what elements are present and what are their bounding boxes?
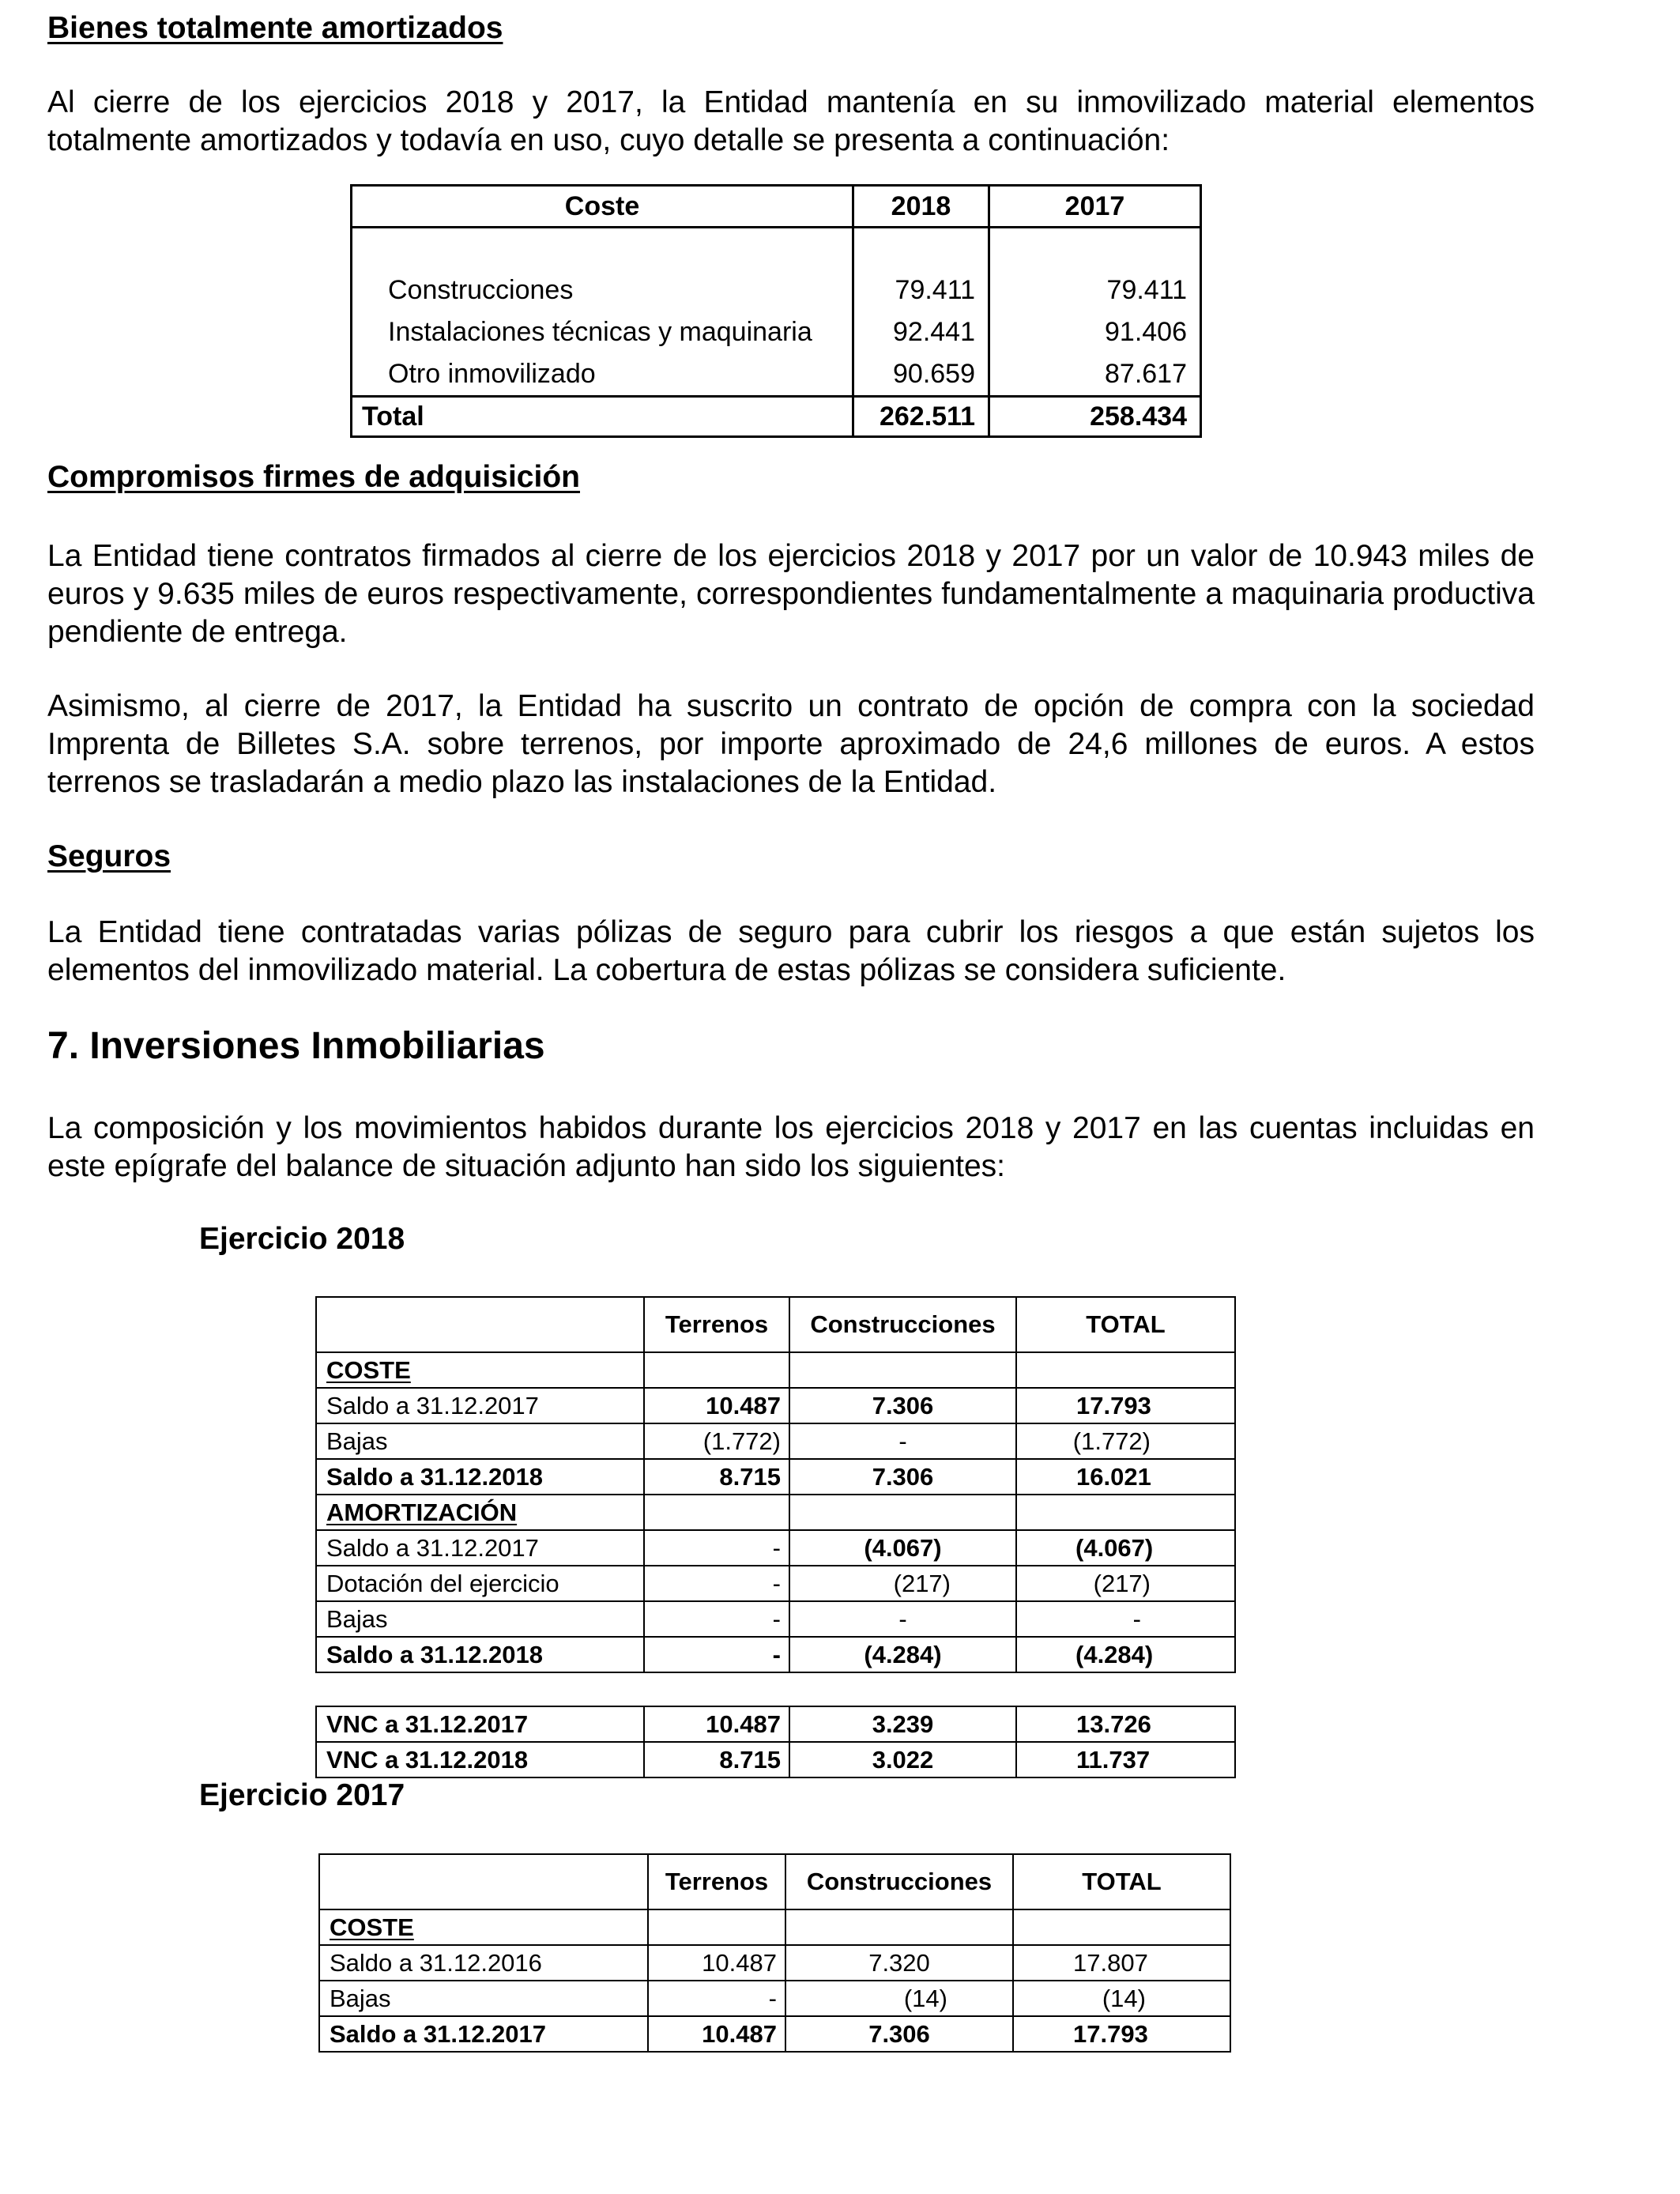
cell-construcciones: 7.306: [785, 2016, 1013, 2052]
cell-2017: 79.411: [989, 270, 1201, 311]
table-row: [316, 1459, 1235, 1495]
seguros-text: La Entidad tiene contratadas varias pólizas de seguro para cubrir los riesgos a que están sujetos los elementos del inmovilizado material. La cobertura de estas pólizas se considera suficiente.: [47, 915, 1535, 987]
compromisos-paragraph-2: [47, 688, 1535, 801]
table-row: [316, 1566, 1235, 1601]
cell-terrenos: -: [648, 1981, 785, 2016]
cell-terrenos: -: [644, 1601, 789, 1637]
cell-total: 17.807: [1013, 1945, 1230, 1981]
cell-construcciones: 3.022: [789, 1742, 1016, 1777]
row-label: Saldo a 31.12.2017: [316, 1530, 644, 1566]
header-row: [319, 1854, 1230, 1909]
cell-2018: 79.411: [853, 270, 989, 311]
cell-total: 17.793: [1016, 1388, 1235, 1423]
cell-total: 16.021: [1016, 1459, 1235, 1495]
total-row: [352, 397, 1201, 437]
cell-terrenos: -: [644, 1637, 789, 1672]
cell-terrenos: 10.487: [648, 2016, 785, 2052]
seguros-heading: Seguros: [47, 839, 171, 873]
cell-terrenos: 10.487: [644, 1388, 789, 1423]
table-row: [316, 1601, 1235, 1637]
cell-construcciones: -: [789, 1423, 1016, 1459]
cell-construcciones: (217): [789, 1566, 1016, 1601]
cell-2017: 91.406: [989, 311, 1201, 353]
row-label: VNC a 31.12.2017: [316, 1706, 644, 1742]
compromisos-paragraph-1: [47, 537, 1535, 651]
header-2017: 2017: [989, 186, 1201, 228]
amortizados-header-row: [352, 186, 1201, 228]
coste-section-row: [319, 1909, 1230, 1945]
coste-label: COSTE: [316, 1352, 644, 1388]
cell-total: 13.726: [1016, 1706, 1235, 1742]
cell-terrenos: 8.715: [644, 1459, 789, 1495]
coste-label: COSTE: [319, 1909, 648, 1945]
header-construcciones: Construcciones: [789, 1297, 1016, 1352]
row-label: Saldo a 31.12.2018: [316, 1459, 644, 1495]
header-terrenos: Terrenos: [644, 1297, 789, 1352]
header-construcciones: Construcciones: [785, 1854, 1013, 1909]
coste-section-row: [316, 1352, 1235, 1388]
cell-construcciones: 7.306: [789, 1459, 1016, 1495]
row-label: Bajas: [316, 1601, 644, 1637]
row-label: Saldo a 31.12.2018: [316, 1637, 644, 1672]
cell-terrenos: -: [644, 1530, 789, 1566]
bienes-text: Al cierre de los ejercicios 2018 y 2017, la Entidad mantenía en su inmovilizado material elementos totalmente amortizados y todavía en uso, cuyo detalle se presenta a continuación:: [47, 85, 1535, 157]
table-row: [316, 1423, 1235, 1459]
ejercicio-2017-title: Ejercicio 2017: [199, 1778, 405, 1812]
cell-terrenos: 10.487: [644, 1706, 789, 1742]
amortizacion-label: AMORTIZACIÓN: [316, 1495, 644, 1530]
cell-2018: 90.659: [853, 353, 989, 397]
row-label: Otro inmovilizado: [352, 353, 853, 397]
cell-construcciones: -: [789, 1601, 1016, 1637]
table-row: [352, 311, 1201, 353]
header-2018: 2018: [853, 186, 989, 228]
cell-terrenos: 10.487: [648, 1945, 785, 1981]
cell-construcciones: (4.067): [789, 1530, 1016, 1566]
compromisos-text-1: La Entidad tiene contratos firmados al cierre de los ejercicios 2018 y 2017 por un valor de 10.943 miles de euros y 9.635 miles de euros respectivamente, correspondientes fundamentalmente a maquinaria productiva pendiente de entrega.: [47, 539, 1535, 649]
table-row: [316, 1637, 1235, 1672]
header-coste: Coste: [352, 186, 853, 228]
vnc-table: [315, 1706, 1236, 1778]
table-row: [319, 1981, 1230, 2016]
row-label: Instalaciones técnicas y maquinaria: [352, 311, 853, 353]
cell-total: (14): [1013, 1981, 1230, 2016]
cell-construcciones: 7.306: [789, 1388, 1016, 1423]
cell-terrenos: -: [644, 1566, 789, 1601]
amortizacion-section-row: [316, 1495, 1235, 1530]
table-row: [352, 353, 1201, 397]
compromisos-heading: Compromisos firmes de adquisición: [47, 460, 580, 494]
cell-terrenos: 8.715: [644, 1742, 789, 1777]
movements-2017-table: [318, 1853, 1231, 2053]
row-label: Saldo a 31.12.2017: [319, 2016, 648, 2052]
cell-total: (217): [1016, 1566, 1235, 1601]
bienes-paragraph: [47, 84, 1535, 160]
seguros-paragraph: [47, 914, 1535, 990]
compromisos-text-2: Asimismo, al cierre de 2017, la Entidad ha suscrito un contrato de opción de compra con la sociedad Imprenta de Billetes S.A. sobre terrenos, por importe aproximado de 24,6 millones de euros. A estos terrenos se trasladarán a medio plazo las instalaciones de la Entidad.: [47, 689, 1535, 799]
row-label: Bajas: [316, 1423, 644, 1459]
header-total: TOTAL: [1016, 1297, 1235, 1352]
section-7-title: 7. Inversiones Inmobiliarias: [47, 1025, 545, 1067]
cell-terrenos: (1.772): [644, 1423, 789, 1459]
table-row: [316, 1530, 1235, 1566]
header-total: TOTAL: [1013, 1854, 1230, 1909]
header-row: [316, 1297, 1235, 1352]
cell-2017: 87.617: [989, 353, 1201, 397]
cell-construcciones: (4.284): [789, 1637, 1016, 1672]
amortizados-table: [350, 184, 1202, 438]
row-label: VNC a 31.12.2018: [316, 1742, 644, 1777]
total-label: Total: [352, 397, 853, 437]
bienes-heading: Bienes totalmente amortizados: [47, 11, 503, 45]
table-row: [316, 1388, 1235, 1423]
cell-construcciones: (14): [785, 1981, 1013, 2016]
total-2017: 258.434: [989, 397, 1201, 437]
table-row: [316, 1742, 1235, 1777]
row-label: Dotación del ejercicio: [316, 1566, 644, 1601]
row-label: Saldo a 31.12.2017: [316, 1388, 644, 1423]
cell-total: (1.772): [1016, 1423, 1235, 1459]
row-label: Construcciones: [352, 270, 853, 311]
cell-total: -: [1016, 1601, 1235, 1637]
cell-construcciones: 7.320: [785, 1945, 1013, 1981]
table-row: [319, 1945, 1230, 1981]
total-2018: 262.511: [853, 397, 989, 437]
row-label: Bajas: [319, 1981, 648, 2016]
table-row: [319, 2016, 1230, 2052]
table-row: [352, 270, 1201, 311]
cell-total: (4.067): [1016, 1530, 1235, 1566]
table-row: [316, 1706, 1235, 1742]
row-label: Saldo a 31.12.2016: [319, 1945, 648, 1981]
ejercicio-2018-title: Ejercicio 2018: [199, 1222, 405, 1256]
movements-2018-table: [315, 1296, 1236, 1673]
header-terrenos: Terrenos: [648, 1854, 785, 1909]
cell-construcciones: 3.239: [789, 1706, 1016, 1742]
cell-total: (4.284): [1016, 1637, 1235, 1672]
inversiones-text: La composición y los movimientos habidos durante los ejercicios 2018 y 2017 en las cuentas incluidas en este epígrafe del balance de situación adjunto han sido los siguientes:: [47, 1111, 1535, 1183]
cell-total: 11.737: [1016, 1742, 1235, 1777]
cell-2018: 92.441: [853, 311, 989, 353]
cell-total: 17.793: [1013, 2016, 1230, 2052]
inversiones-paragraph: [47, 1110, 1535, 1186]
